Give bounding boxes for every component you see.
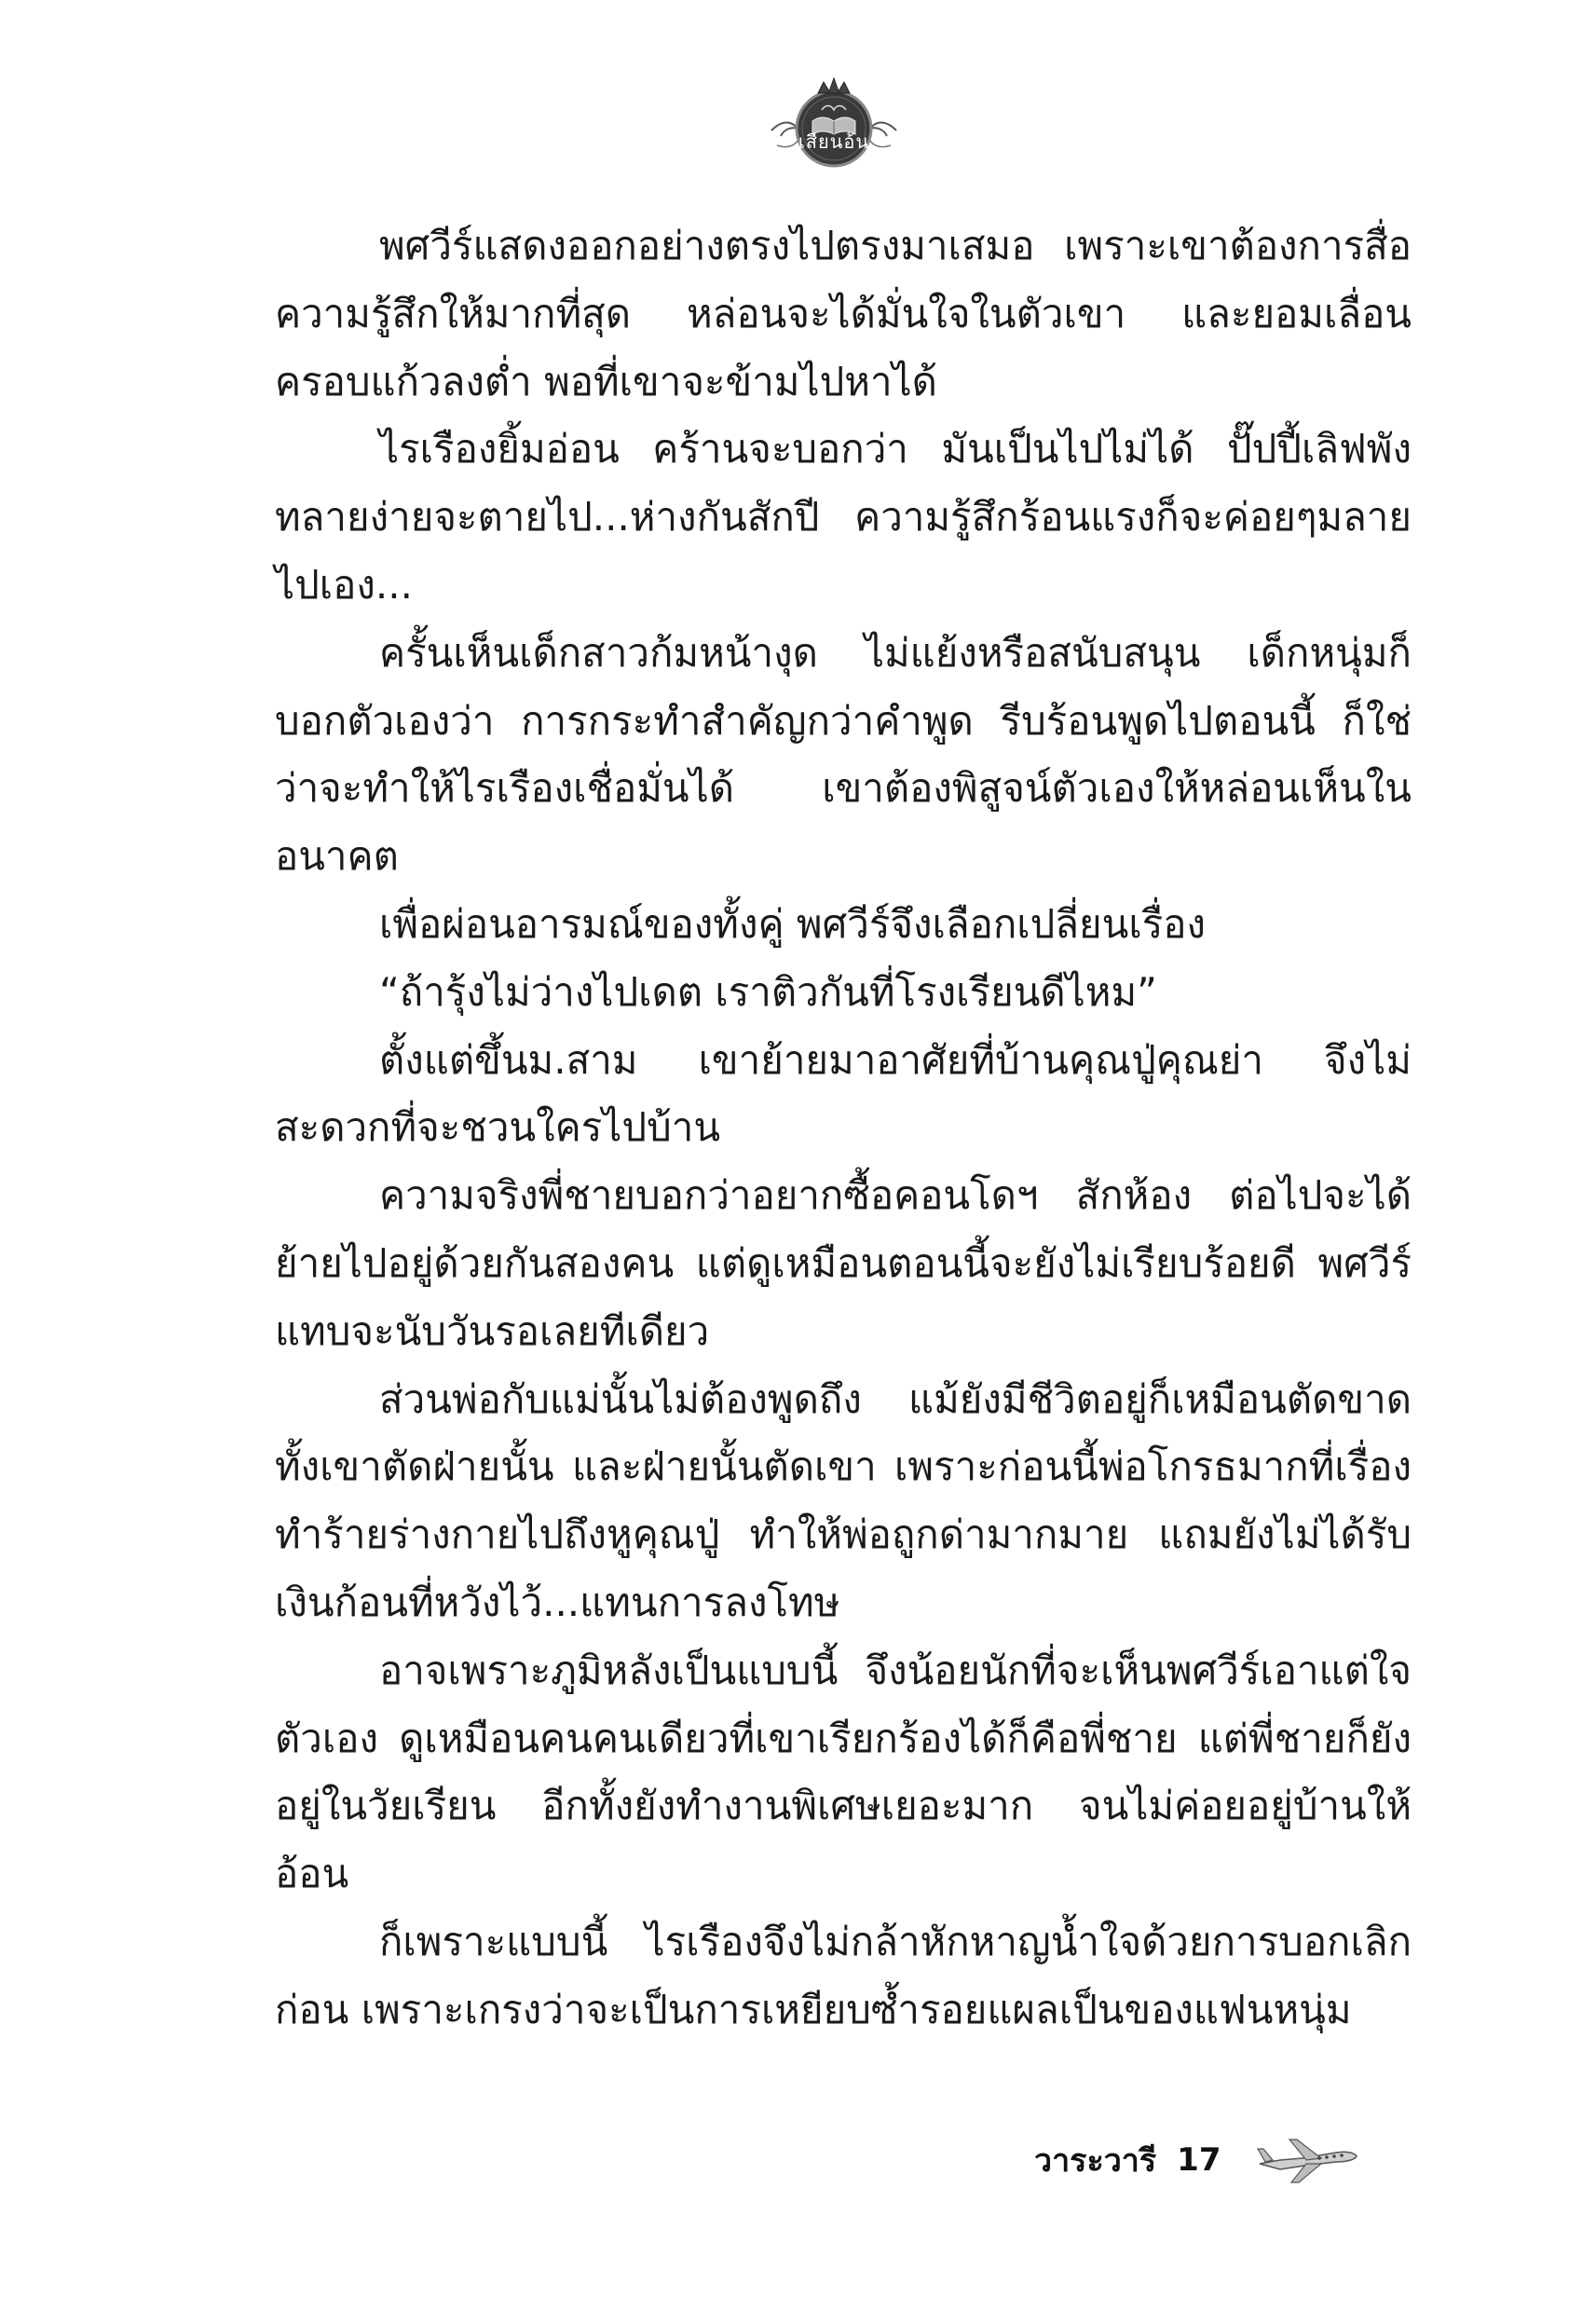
page-number: 17	[1177, 2141, 1221, 2179]
paragraph: ก็เพราะแบบนี้ ไรเรืองจึงไม่กล้าหักหาญน้ำใจด้วยการบอกเลิกก่อน เพราะเกรงว่าจะเป็นการเหยียบซ้ำรอยแผลเป็นของแฟนหนุ่ม	[275, 1918, 1412, 2032]
page-footer	[1034, 2134, 1364, 2186]
publisher-logo-text: เสียนอ้น	[798, 130, 870, 153]
paragraph: อาจเพราะภูมิหลังเป็นแบบนี้ จึงน้อยนักที่จะเห็นพศวีร์เอาแต่ใจตัวเอง ดูเหมือนคนคนเดียวที่เขาเรียกร้องได้ก็คือพี่ชาย แต่พี่ชายก็ยังอยู่ในวัยเรียน อีกทั้งยังทำงานพิเศษเยอะมาก จนไม่ค่อยอยู่บ้านให้อ้อน	[275, 1647, 1412, 1897]
publisher-logo	[764, 73, 904, 175]
paragraph: ครั้นเห็นเด็กสาวก้มหน้างุด ไม่แย้งหรือสนับสนุน เด็กหนุ่มก็บอกตัวเองว่า การกระทำสำคัญกว่าคำพูด รีบร้อนพูดไปตอนนี้ ก็ใช่ว่าจะทำให้ไรเรืองเชื่อมั่นได้ เขาต้องพิสูจน์ตัวเองให้หล่อนเห็นในอนาคต	[275, 629, 1412, 880]
publisher-logo-icon	[764, 73, 904, 175]
book-title: วาระวารี	[1034, 2142, 1157, 2180]
paragraph: ไรเรืองยิ้มอ่อน คร้านจะบอกว่า มันเป็นไปไม่ได้ ปั๊ปปี้เลิฟพังทลายง่ายจะตายไป...ห่างกันสักปี ความรู้สึกร้อนแรงก็จะค่อยๆมลายไปเอง...	[275, 426, 1412, 608]
paragraph: ตั้งแต่ขึ้นม.สาม เขาย้ายมาอาศัยที่บ้านคุณปู่คุณย่า จึงไม่สะดวกที่จะชวนใครไปบ้าน	[275, 1036, 1412, 1151]
paragraph: ส่วนพ่อกับแม่นั้นไม่ต้องพูดถึง แม้ยังมีชีวิตอยู่ก็เหมือนตัดขาดทั้งเขาตัดฝ่ายนั้น และฝ่ายนั้นตัดเขา เพราะก่อนนี้พ่อโกรธมากที่เรื่องทำร้ายร่างกายไปถึงหูคุณปู่ ทำให้พ่อถูกด่ามากมาย แถมยังไม่ได้รับเงินก้อนที่หวังไว้...แทนการลงโทษ	[275, 1375, 1412, 1625]
body-text	[275, 212, 1412, 2044]
airplane-icon	[1252, 2132, 1364, 2188]
paragraph: เพื่อผ่อนอารมณ์ของทั้งคู่ พศวีร์จึงเลือกเปลี่ยนเรื่อง	[379, 900, 1206, 947]
paragraph: ความจริงพี่ชายบอกว่าอยากซื้อคอนโดฯ สักห้อง ต่อไปจะได้ย้ายไปอยู่ด้วยกันสองคน แต่ดูเหมือนตอนนี้จะยังไม่เรียบร้อยดี พศวีร์แทบจะนับวันรอเลยทีเดียว	[275, 1172, 1412, 1354]
paragraph: พศวีร์แสดงออกอย่างตรงไปตรงมาเสมอ เพราะเขาต้องการสื่อความรู้สึกให้มากที่สุด หล่อนจะได้มั่นใจในตัวเขา และยอมเลื่อนครอบแก้วลงต่ำ พอที่เขาจะข้ามไปหาได้	[275, 223, 1412, 404]
paragraph: “ถ้ารุ้งไม่ว่างไปเดต เราติวกันที่โรงเรียนดีไหม”	[379, 968, 1157, 1015]
